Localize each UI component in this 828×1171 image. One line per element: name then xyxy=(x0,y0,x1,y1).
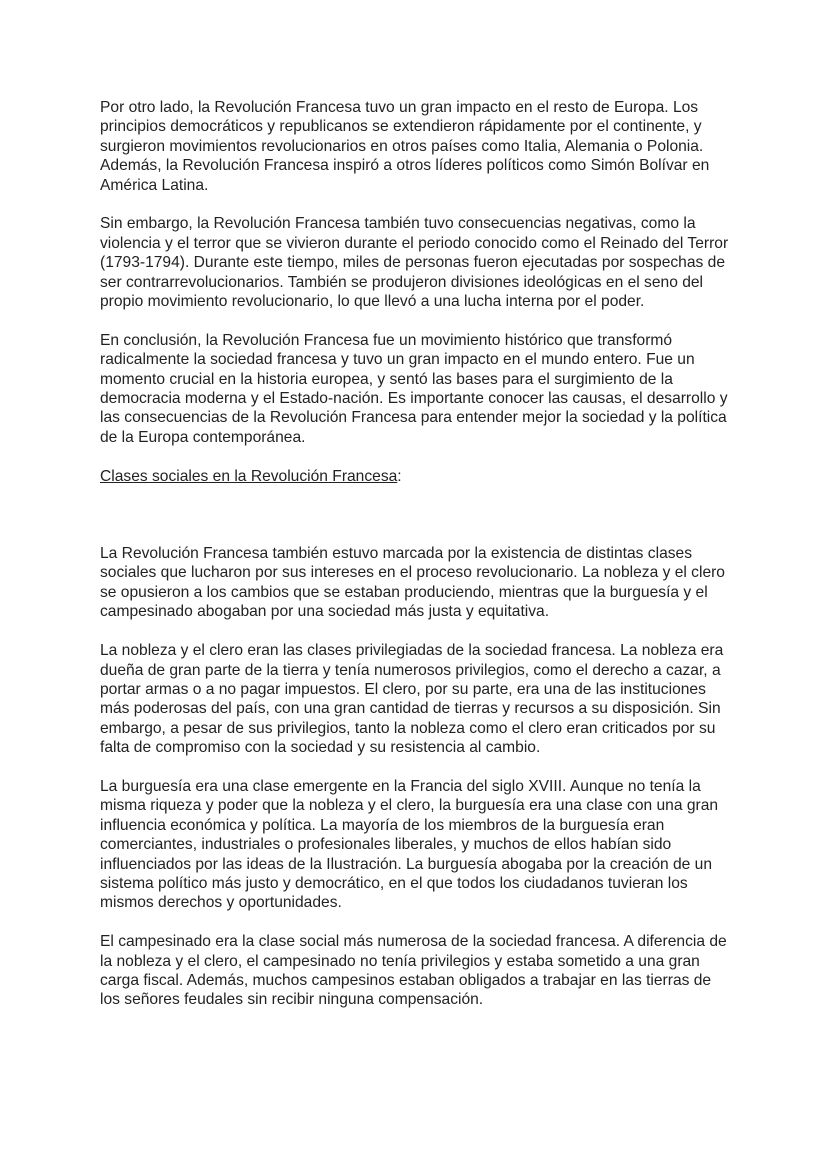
paragraph-social-classes-intro: La Revolución Francesa también estuvo marcada por la existencia de distintas clases sociales que lucharon por sus intereses en el proceso revolucionario. La nobleza y el clero se opusieron a los cambios que se estaban produciendo, mientras que la burguesía y el campesinado abogaban por una sociedad más justa y equitativa. xyxy=(100,545,725,621)
paragraph-negative-consequences: Sin embargo, la Revolución Francesa también tuvo consecuencias negativas, como la violencia y el terror que se vivieron durante el periodo conocido como el Reinado del Terror (1793-1794). Durante este tiempo, miles de personas fueron ejecutadas por sospechas de ser contrarrevolucionarios. También se produjeron divisiones ideológicas en el seno del propio movimiento revolucionario, lo que llevó a una lucha interna por el poder. xyxy=(100,215,729,311)
paragraph-conclusion: En conclusión, la Revolución Francesa fue un movimiento histórico que transformó radicalmente la sociedad francesa y tuvo un gran impacto en el mundo entero. Fue un momento crucial en la historia europea, y sentó las bases para el surgimiento de la democracia moderna y el Estado-nación. Es importante conocer las causas, el desarrollo y las consecuencias de la Revolución Francesa para entender mejor la sociedad y la política de la Europa contemporánea. xyxy=(100,331,728,446)
document-body xyxy=(100,98,732,1029)
section-heading-colon: : xyxy=(397,467,402,485)
paragraph-impact-europe: Por otro lado, la Revolución Francesa tuvo un gran impacto en el resto de Europa. Los principios democráticos y republicanos se extendieron rápidamente por el continente, y surgieron movimientos revolucionarios en otros países como Italia, Alemania o Polonia. Además, la Revolución Francesa inspiró a otros líderes políticos como Simón Bolívar en América Latina. xyxy=(100,99,710,194)
section-heading xyxy=(100,467,732,486)
paragraph-peasantry: El campesinado era la clase social más numerosa de la sociedad francesa. A diferencia de la nobleza y el clero, el campesinado no tenía privilegios y estaba sometido a una gran carga fiscal. Además, muchos campesinos estaban obligados a trabajar en las tierras de los señores feudales sin recibir ninguna compensación. xyxy=(100,933,727,1009)
section-heading-text: Clases sociales en la Revolución Francesa xyxy=(100,467,398,485)
paragraph-nobility-clergy: La nobleza y el clero eran las clases privilegiadas de la sociedad francesa. La nobleza era dueña de gran parte de la tierra y tenía numerosos privilegios, como el derecho a cazar, a portar armas o a no pagar impuestos. El clero, por su parte, era una de las instituciones más poderosas del país, con una gran cantidad de tierras y recursos a su disposición. Sin embargo, a pesar de sus privilegios, tanto la nobleza como el clero eran criticados por su falta de compromiso con la sociedad y su resistencia al cambio. xyxy=(100,642,724,757)
paragraph-bourgeoisie: La burguesía era una clase emergente en la Francia del siglo XVIII. Aunque no tenía la misma riqueza y poder que la nobleza y el clero, la burguesía era una clase con una gran influencia económica y política. La mayoría de los miembros de la burguesía eran comerciantes, industriales o profesionales liberales, y muchos de ellos habían sido influenciados por las ideas de la Ilustración. La burguesía abogaba por la creación de un sistema político más justo y democrático, en el que todos los ciudadanos tuvieran los mismos derechos y oportunidades. xyxy=(100,777,719,912)
